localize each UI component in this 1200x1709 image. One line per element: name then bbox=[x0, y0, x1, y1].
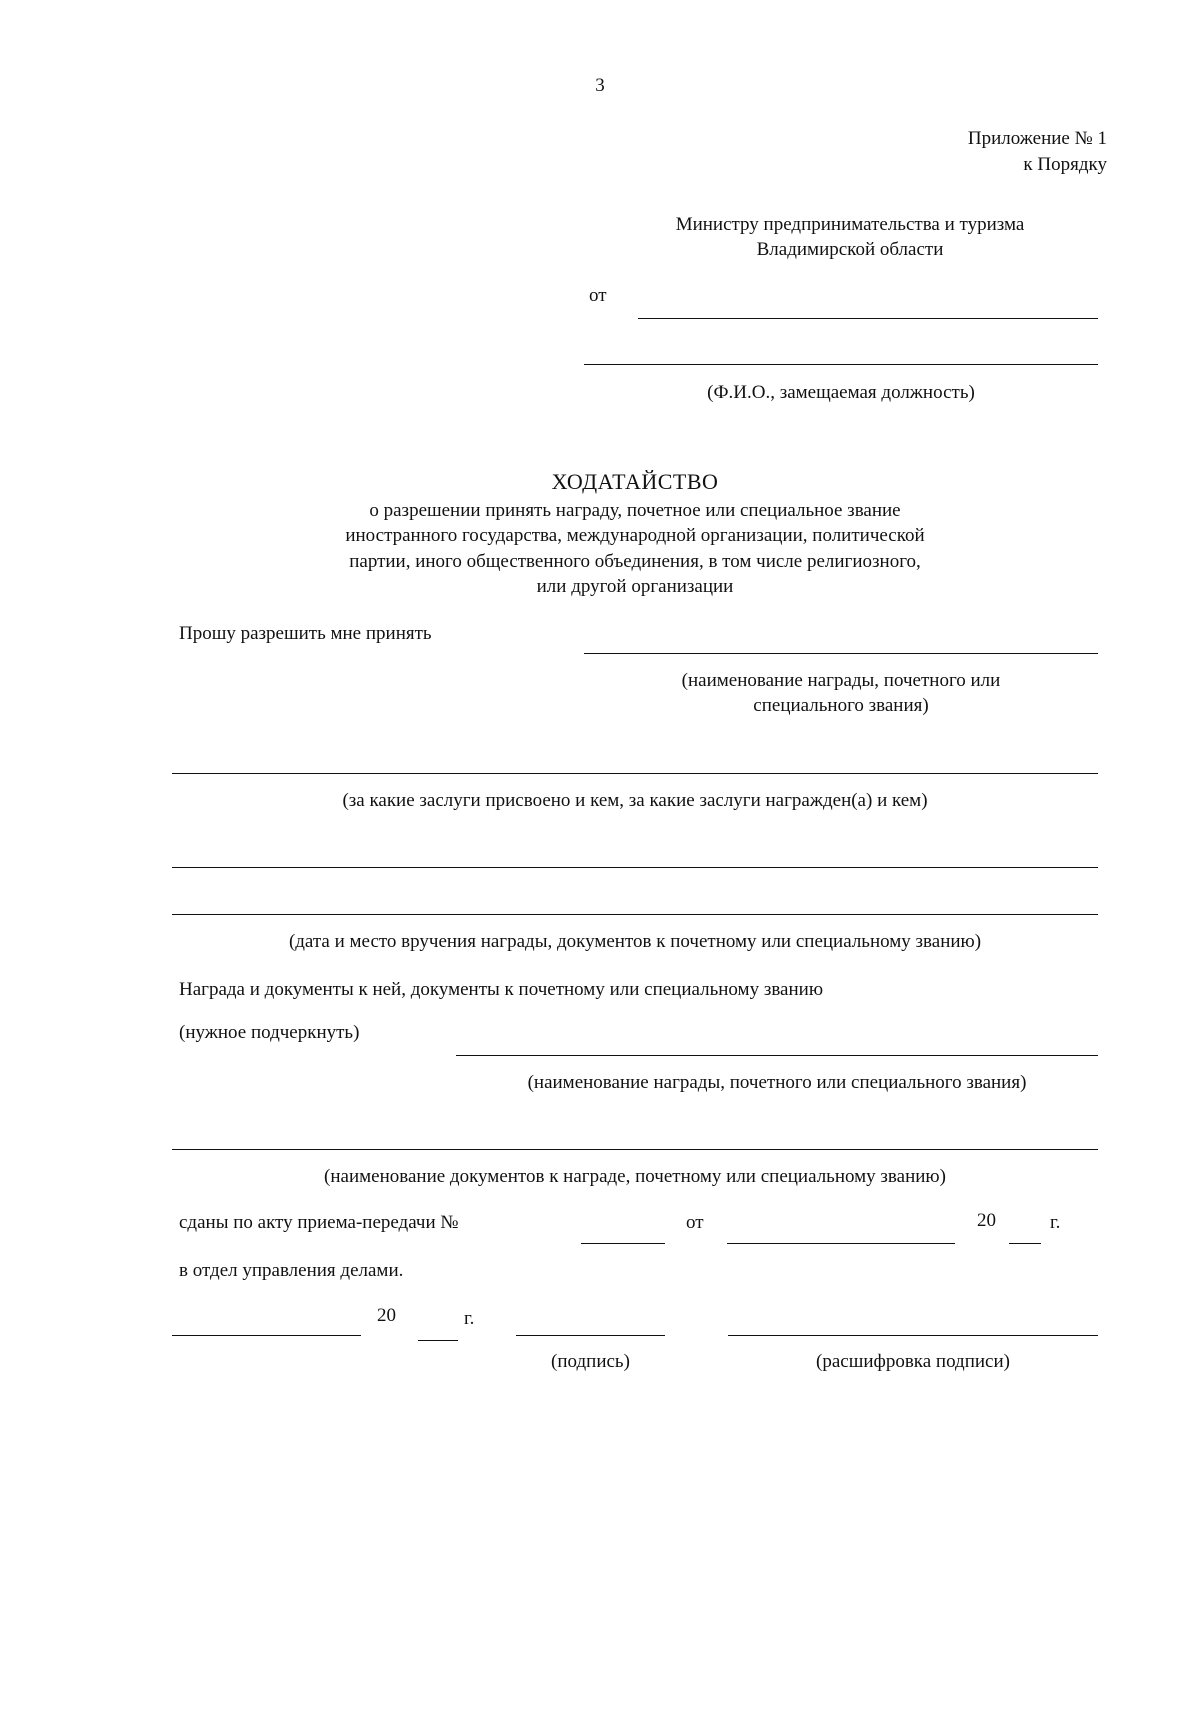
act-year-suffix: г. bbox=[1050, 1212, 1061, 1233]
from-position-line[interactable] bbox=[584, 364, 1098, 365]
act-date-line[interactable] bbox=[727, 1243, 955, 1244]
signature-year-suffix: г. bbox=[464, 1308, 475, 1329]
date-place-hint: (дата и место вручения награды, документов к почетному или специальному званию) bbox=[288, 931, 982, 952]
merits-line[interactable] bbox=[172, 773, 1098, 774]
title-line-4: или другой организации bbox=[536, 576, 734, 597]
documents-label: Награда и документы к ней, документы к почетному или специальному званию bbox=[179, 979, 824, 1000]
act-label: сданы по акту приема-передачи № bbox=[179, 1212, 459, 1233]
award-name-line[interactable] bbox=[584, 653, 1098, 654]
signature-date-line[interactable] bbox=[172, 1335, 361, 1336]
award-hint-line-1: (наименование награды, почетного или bbox=[681, 670, 1001, 691]
title-line-1: о разрешении принять награду, почетное или специальное звание bbox=[369, 500, 901, 521]
documents-name-line[interactable] bbox=[172, 1149, 1098, 1150]
request-label: Прошу разрешить мне принять bbox=[179, 623, 432, 644]
act-year-prefix: 20 bbox=[977, 1210, 996, 1231]
title-line-2: иностранного государства, международной организации, политической bbox=[345, 525, 925, 546]
underline-note: (нужное подчеркнуть) bbox=[179, 1022, 360, 1043]
appendix-line-2: к Порядку bbox=[1023, 154, 1107, 175]
signature-hint: (подпись) bbox=[551, 1351, 630, 1372]
from-label: от bbox=[589, 285, 607, 306]
title-line-3: партии, иного общественного объединения, в том числе религиозного, bbox=[349, 551, 921, 572]
date-place-line-1[interactable] bbox=[172, 867, 1098, 868]
addressee-line-2: Владимирской области bbox=[756, 239, 944, 260]
document-title: ХОДАТАЙСТВО bbox=[551, 469, 719, 494]
documents-name-hint: (наименование документов к награде, почетному или специальному званию) bbox=[324, 1166, 946, 1187]
addressee-line-1: Министру предпринимательства и туризма bbox=[675, 214, 1025, 235]
act-year-line[interactable] bbox=[1009, 1243, 1041, 1244]
merits-hint: (за какие заслуги присвоено и кем, за какие заслуги награжден(а) и кем) bbox=[342, 790, 928, 811]
award-hint-line-2: специального звания) bbox=[753, 695, 929, 716]
award-documents-line[interactable] bbox=[456, 1055, 1098, 1056]
page-number: 3 bbox=[595, 75, 605, 96]
signature-line[interactable] bbox=[516, 1335, 665, 1336]
signature-year-line[interactable] bbox=[418, 1340, 458, 1341]
signature-decoding-line[interactable] bbox=[728, 1335, 1098, 1336]
appendix-line-1: Приложение № 1 bbox=[967, 128, 1107, 149]
department-label: в отдел управления делами. bbox=[179, 1260, 404, 1281]
signature-year-prefix: 20 bbox=[377, 1305, 396, 1326]
date-place-line-2[interactable] bbox=[172, 914, 1098, 915]
act-number-line[interactable] bbox=[581, 1243, 665, 1244]
signature-decoding-hint: (расшифровка подписи) bbox=[816, 1351, 1010, 1372]
from-hint: (Ф.И.О., замещаемая должность) bbox=[707, 382, 975, 403]
from-name-line[interactable] bbox=[638, 318, 1098, 319]
act-from-label: от bbox=[686, 1212, 704, 1233]
award-name-hint: (наименование награды, почетного или специального звания) bbox=[527, 1072, 1027, 1093]
